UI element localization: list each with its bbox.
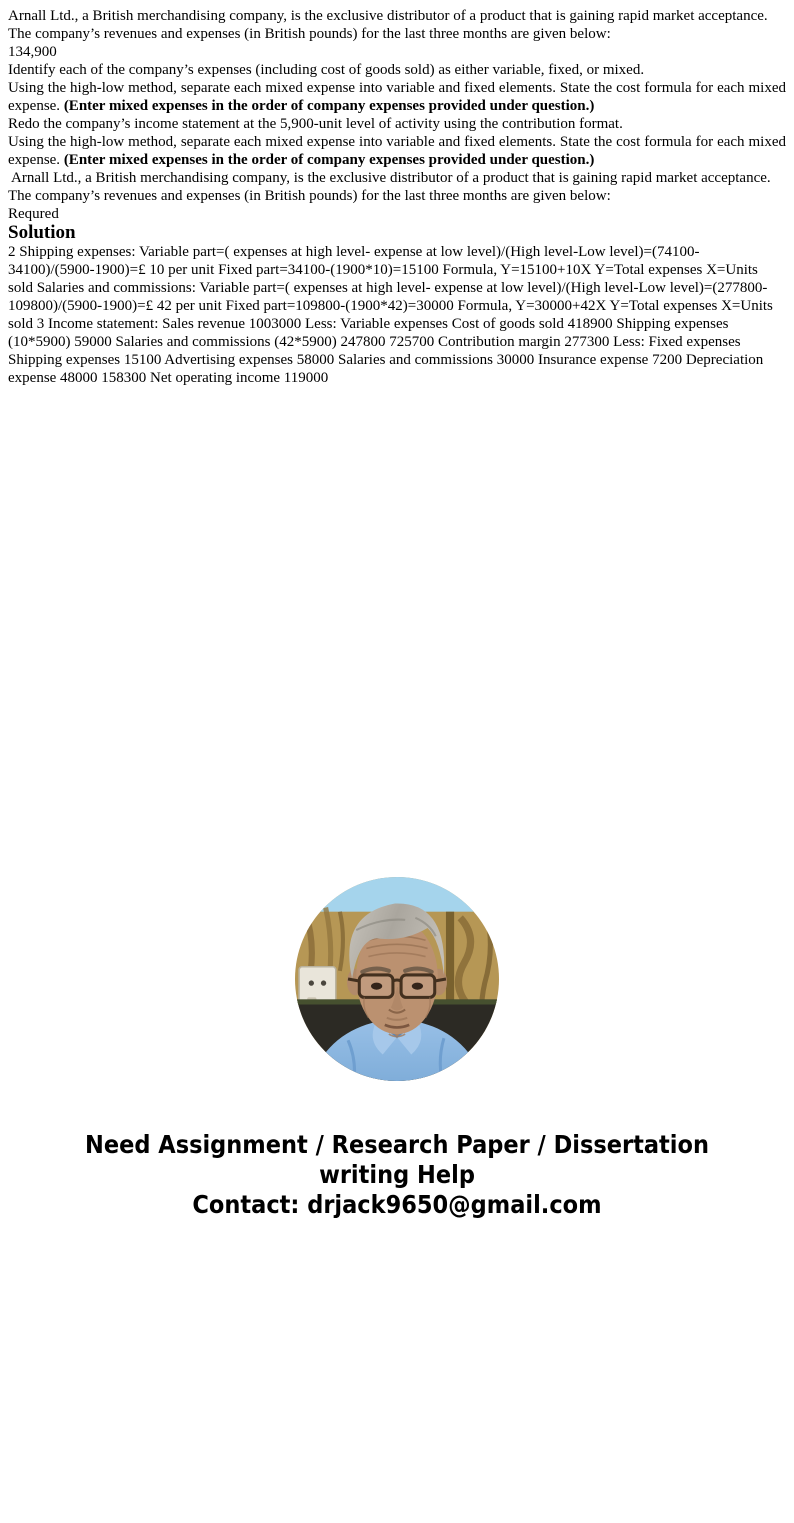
- question-highlow-2: [8, 133, 786, 169]
- person-photo-icon: [295, 877, 499, 1081]
- solution-heading: Solution: [8, 222, 76, 243]
- question-highlow-1: [8, 79, 786, 115]
- question-intro: Arnall Ltd., a British merchandising company, is the exclusive distributor of a product that is gaining rapid market acceptance. The company’s revenues and expenses (in British pounds) for the last three months are given below:: [8, 8, 768, 42]
- question-highlow-1-text: Using the high-low method, separate each mixed expense into variable and fixed elements. State the cost formula for each mixed expense.: [8, 80, 786, 114]
- footer-banner: [8, 1130, 786, 1220]
- question-intro-repeat: Arnall Ltd., a British merchandising company, is the exclusive distributor of a product that is gaining rapid market acceptance. The company’s revenues and expenses (in British pounds) for the last three months are given below:: [8, 170, 771, 204]
- question-redo: Redo the company’s income statement at the 5,900-unit level of activity using the contribution format.: [8, 116, 623, 132]
- footer-contact-email: Contact: drjack9650@gmail.com: [192, 1190, 602, 1219]
- question-highlow-1-note: (Enter mixed expenses in the order of company expenses provided under question.): [63, 98, 595, 114]
- footer-line-1: Need Assignment / Research Paper / Dissertation: [85, 1130, 709, 1159]
- footer-line-2: writing Help: [319, 1160, 475, 1189]
- question-highlow-2-text: Using the high-low method, separate each mixed expense into variable and fixed elements. State the cost formula for each mixed expense.: [8, 134, 786, 168]
- required-label: Requred: [8, 206, 59, 222]
- tutor-avatar: [8, 877, 786, 1081]
- amount-text: 134,900: [8, 44, 57, 60]
- solution-body: 2 Shipping expenses: Variable part=( expenses at high level- expense at low level)/(High level-Low level)=(74100-34100)/(5900-1900)=£ 10 per unit Fixed part=34100-(1900*10)=15100 Formula, Y=15100+10X Y=Total expenses X=Units sold Salaries and commissions: Variable part=( expenses at high level- expense at low level)/(High level-Low level)=(277800-109800)/(5900-1900)=£ 42 per unit Fixed part=109800-(1900*42)=30000 Formula, Y=30000+42X Y=Total expenses X=Units sold 3 Income statement: Sales revenue 1003000 Less: Variable expenses Cost of goods sold 418900 Shipping expenses (10*5900) 59000 Salaries and commissions (42*5900) 247800 725700 Contribution margin 277300 Less: Fixed expenses Shipping expenses 15100 Advertising expenses 58000 Salaries and commissions 30000 Insurance expense 7200 Depreciation expense 48000 158300 Net operating income 119000: [8, 244, 773, 386]
- question-identify: Identify each of the company’s expenses (including cost of goods sold) as either variable, fixed, or mixed.: [8, 62, 645, 78]
- question-highlow-2-note: (Enter mixed expenses in the order of company expenses provided under question.): [63, 152, 595, 168]
